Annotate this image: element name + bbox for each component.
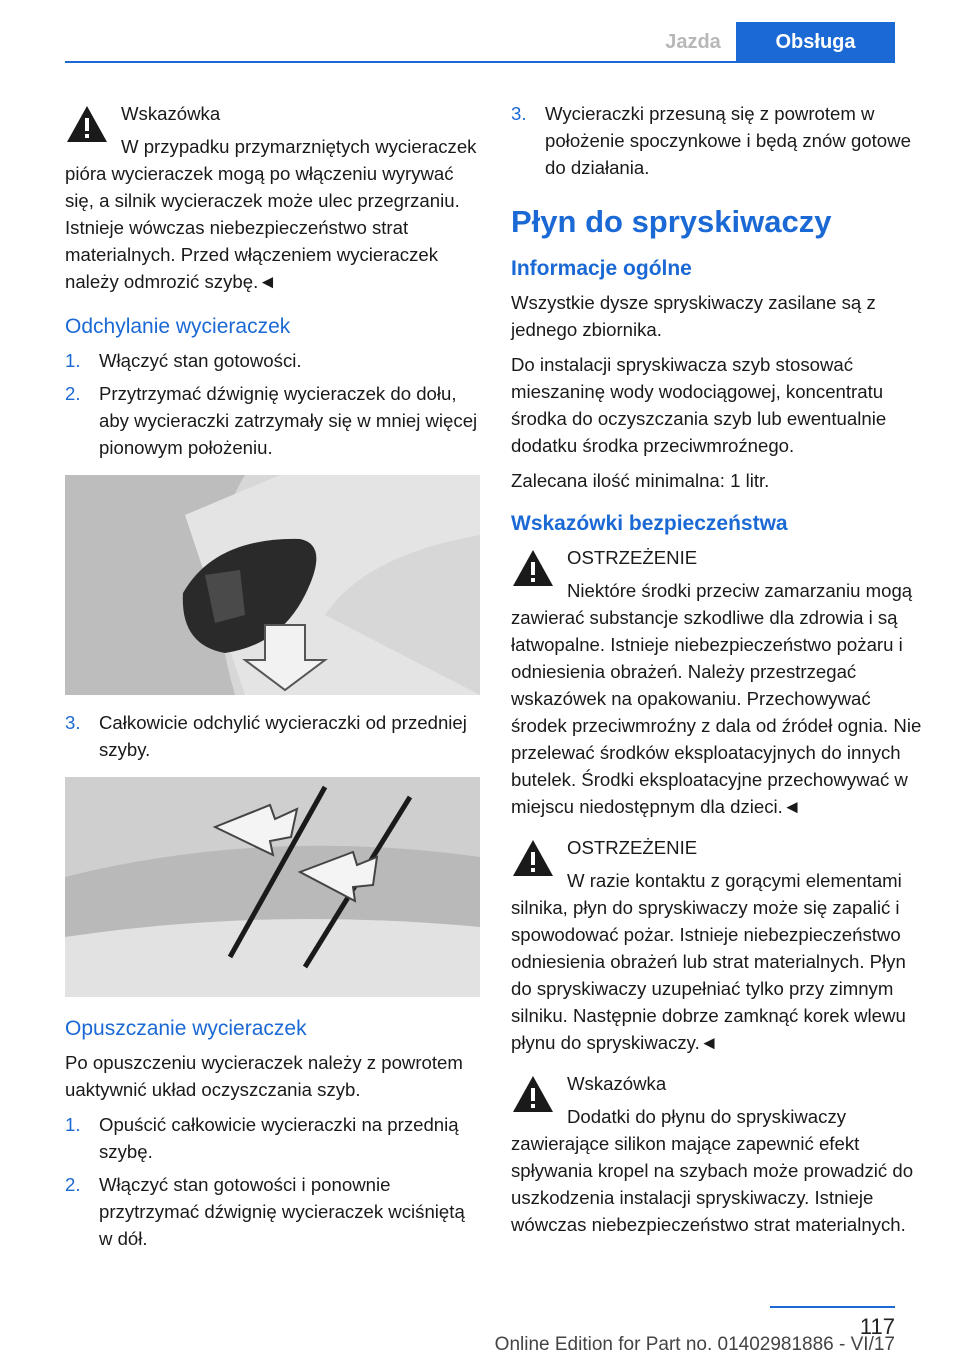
step-text: Opuścić całkowicie wycieraczki na przednią szybę. xyxy=(99,1114,459,1162)
note-body: Dodatki do płynu do spryskiwaczy zawierające silikon mające zapewnić efekt spływania kropel na szybach może prowadzić do uszkodzenia instalacji spryskiwaczy. Istnieje wówczas niebezpieczeństwo strat materialnych. xyxy=(511,1106,914,1235)
tab-jazda[interactable]: Jazda xyxy=(665,30,721,53)
step-number: 3. xyxy=(511,103,527,124)
step-text: Przytrzymać dźwignię wycieraczek do dołu, aby wycieraczki zatrzymały się w mniej więcej pionowym położeniu. xyxy=(99,383,478,458)
left-column xyxy=(65,100,482,1258)
list-item xyxy=(511,100,929,181)
list-item xyxy=(65,709,482,763)
warning-icon xyxy=(511,1074,555,1114)
section-heading-opuszczanie: Opuszczanie wycieraczek xyxy=(65,1017,307,1040)
edition-footer: Online Edition for Part no. 01402981886 - VI/17 xyxy=(494,1334,895,1355)
warning-icon xyxy=(511,548,555,588)
step-number: 1. xyxy=(65,1114,81,1135)
list-item xyxy=(65,380,482,461)
warning-hot-engine xyxy=(511,834,929,1056)
warning-antifreeze xyxy=(511,544,929,820)
note-title: Wskazówka xyxy=(567,1073,667,1094)
info-paragraph: Zalecana ilość minimalna: 1 litr. xyxy=(511,470,770,491)
warning-icon xyxy=(65,104,109,144)
subheading-informacje: Informacje ogólne xyxy=(511,257,692,280)
step-text: Włączyć stan gotowości. xyxy=(99,350,302,371)
list-item xyxy=(65,347,482,374)
warning-body: Niektóre środki przeciw zamarzaniu mogą zawierać substancje szkodliwe dla zdrowia i są łatwopalne. Istnieje niebezpieczeństwo pożaru i odniesienia obrażeń. Należy przestrzegać wskazówek na opakowaniu. Przechowywać środek przeciwmroźny z dala od źródeł ognia. Nie przelewać środków eksploatacyjnych do innych butelek. Środki eksploatacyjne przechowywać w miejscu niedostępnym dla dzieci.◄ xyxy=(511,580,922,817)
steps-odchylanie-cont xyxy=(65,709,482,763)
wiper-lever-illustration xyxy=(65,475,480,695)
step-text: Całkowicie odchylić wycieraczki od przedniej szyby. xyxy=(99,712,467,760)
list-item xyxy=(65,1171,482,1252)
subheading-bezpieczenstwo: Wskazówki bezpieczeństwa xyxy=(511,512,788,535)
warning-body: W razie kontaktu z gorącymi elementami silnika, płyn do spryskiwaczy może się zapalić i spowodować pożar. Istnieje niebezpieczeństwo odniesienia obrażeń lub strat materialnych. Płyn do spryskiwaczy uzupełniać tylko przy zimnym silniku. Następnie dobrze zamknąć korek wlewu płynu do spryskiwaczy.◄ xyxy=(511,870,906,1053)
info-paragraph: Wszystkie dysze spryskiwaczy zasilane są z jednego zbiornika. xyxy=(511,292,876,340)
steps-odchylanie xyxy=(65,347,482,461)
steps-continued xyxy=(511,100,929,181)
note-body: W przypadku przymarzniętych wycieraczek pióra wycieraczek mogą po włączeniu wyrywać się, a silnik wycieraczek może ulec przegrzaniu. Istnieje wówczas niebezpieczeństwo strat materialnych. Przed włączeniem wycieraczek należy odmrozić szybę.◄ xyxy=(65,136,477,292)
step-text: Wycieraczki przesuną się z powrotem w położenie spoczynkowe i będą znów gotowe do działania. xyxy=(545,103,911,178)
step-text: Włączyć stan gotowości i ponownie przytrzymać dźwignię wycieraczek wciśniętą w dół. xyxy=(99,1174,465,1249)
step-number: 1. xyxy=(65,350,81,371)
page-number: 117 xyxy=(859,1314,895,1339)
lever-drawing xyxy=(65,475,480,695)
section-intro: Po opuszczeniu wycieraczek należy z powrotem uaktywnić układ oczyszczania szyb. xyxy=(65,1052,463,1100)
steps-opuszczanie xyxy=(65,1111,482,1252)
wiper-windshield-illustration xyxy=(65,777,480,997)
info-paragraph: Do instalacji spryskiwacza szyb stosować mieszaninę wody wodociągowej, koncentratu środka do oczyszczania szyb lub ewentualnie dodatku środka przeciwmroźnego. xyxy=(511,354,887,456)
note-title: Wskazówka xyxy=(121,103,221,124)
warning-title: OSTRZEŻENIE xyxy=(567,547,698,568)
right-column xyxy=(511,100,929,1252)
section-heading-odchylanie: Odchylanie wycieraczek xyxy=(65,315,291,338)
windshield-drawing xyxy=(65,777,480,997)
list-item xyxy=(65,1111,482,1165)
step-number: 2. xyxy=(65,383,81,404)
note-frost xyxy=(65,100,482,295)
footer-rule xyxy=(770,1306,895,1308)
note-silicone xyxy=(511,1070,929,1238)
warning-icon xyxy=(511,838,555,878)
header-rule xyxy=(65,61,895,63)
step-number: 2. xyxy=(65,1174,81,1195)
section-title-plyn: Płyn do spryskiwaczy xyxy=(511,204,832,239)
tab-obsluga[interactable]: Obsługa xyxy=(736,22,895,62)
step-number: 3. xyxy=(65,712,81,733)
warning-title: OSTRZEŻENIE xyxy=(567,837,698,858)
